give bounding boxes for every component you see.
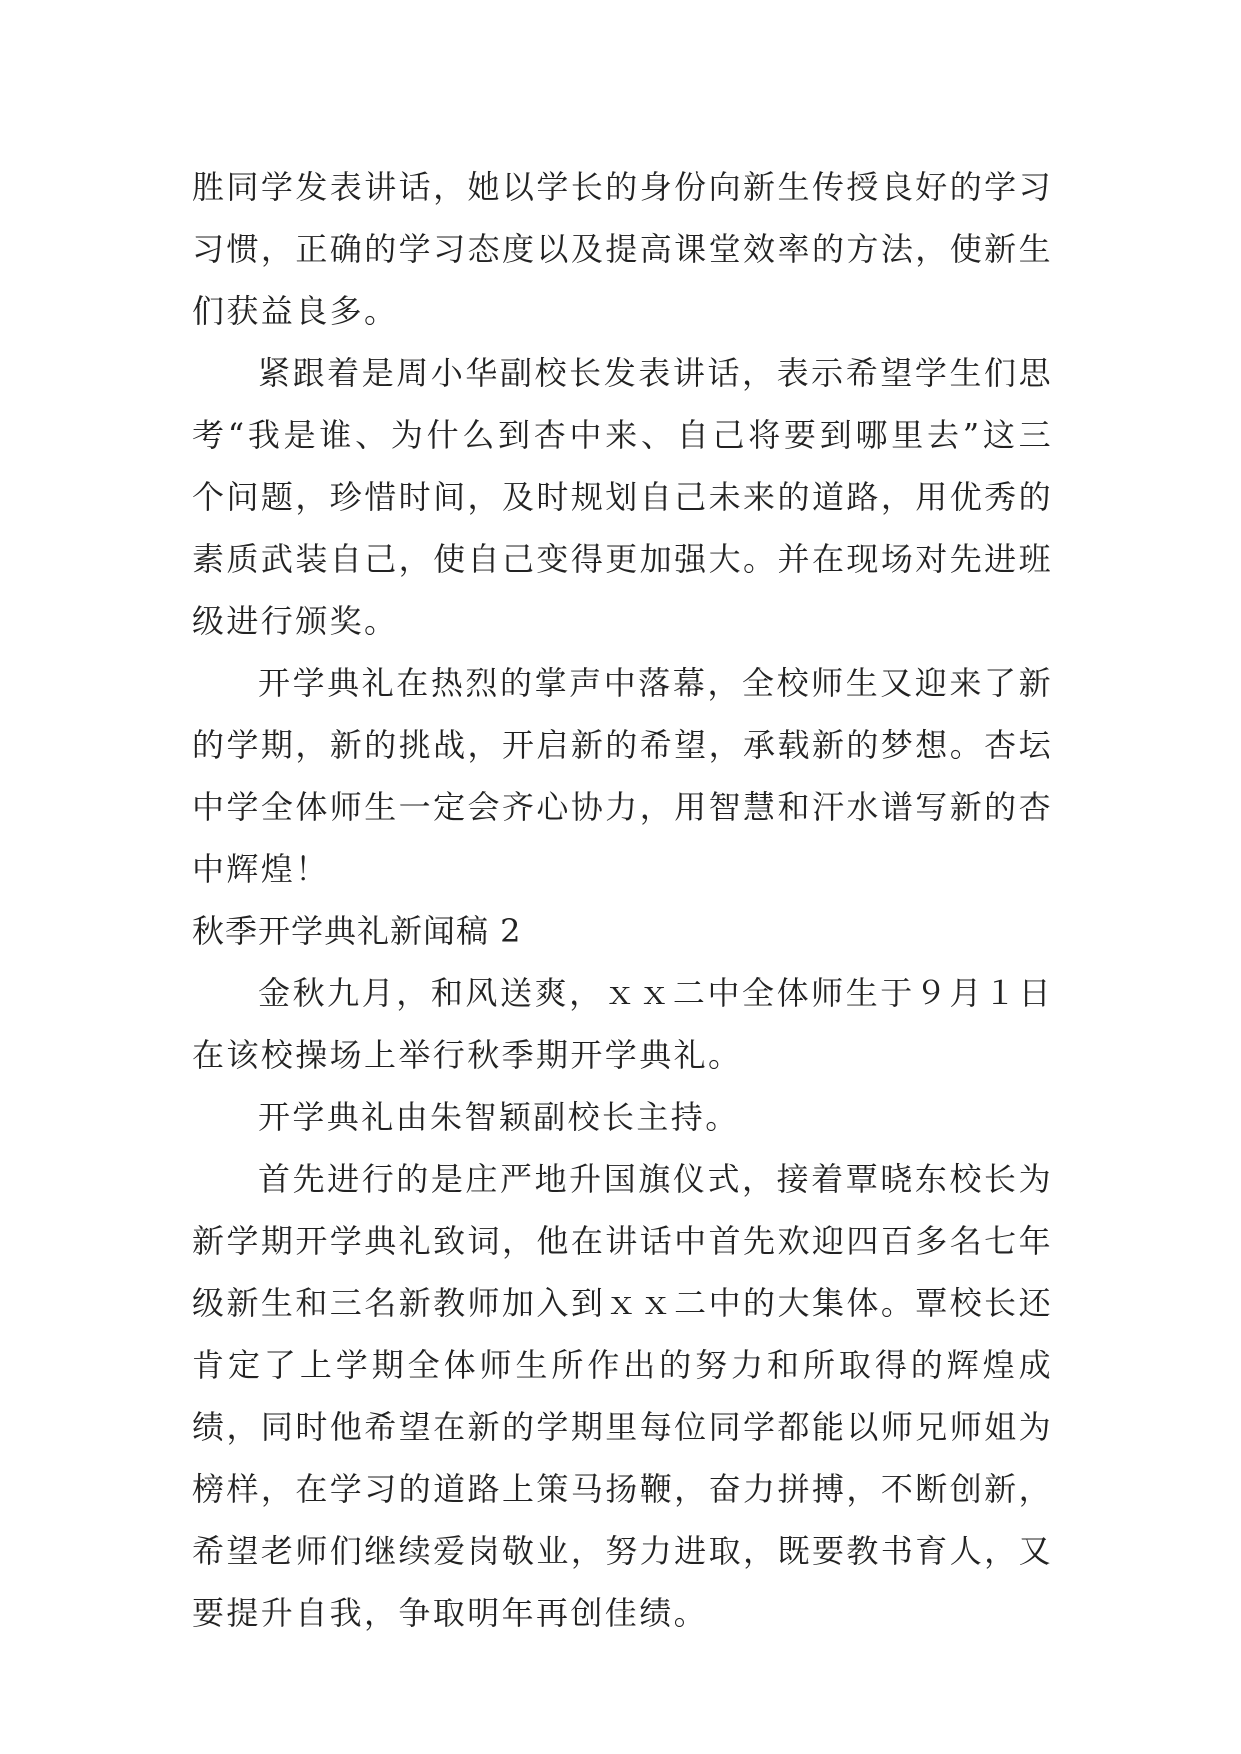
section-title: 秋季开学典礼新闻稿 2: [192, 912, 522, 950]
paragraph-2: 紧跟着是周小华副校长发表讲话，表示希望学生们思考“我是谁、为什么到杏中来、自己将要到哪里去”这三个问题，珍惜时间，及时规划自己未来的道路，用优秀的素质武装自己，使自己变得更加强大。并在现场对先进班级进行颁奖。: [192, 354, 1053, 640]
document-body: [192, 156, 1053, 1644]
section-paragraph-3: 首先进行的是庄严地升国旗仪式，接着覃晓东校长为新学期开学典礼致词，他在讲话中首先欢迎四百多名七年级新生和三名新教师加入到ｘｘ二中的大集体。覃校长还肯定了上学期全体师生所作出的努力和所取得的辉煌成绩，同时他希望在新的学期里每位同学都能以师兄师姐为榜样，在学习的道路上策马扬鞭，奋力拼搏，不断创新，希望老师们继续爱岗敬业，努力进取，既要教书育人，又要提升自我，争取明年再创佳绩。: [192, 1160, 1053, 1632]
paragraph-1: 胜同学发表讲话，她以学长的身份向新生传授良好的学习习惯，正确的学习态度以及提高课堂效率的方法，使新生们获益良多。: [192, 168, 1053, 330]
section-paragraph-2: 开学典礼由朱智颖副校长主持。: [258, 1098, 740, 1136]
paragraph-3: 开学典礼在热烈的掌声中落幕，全校师生又迎来了新的学期，新的挑战，开启新的希望，承载新的梦想。杏坛中学全体师生一定会齐心协力，用智慧和汗水谱写新的杏中辉煌！: [192, 664, 1053, 888]
section-paragraph-1: 金秋九月，和风送爽，ｘｘ二中全体师生于９月１日在该校操场上举行秋季期开学典礼。: [192, 974, 1053, 1074]
